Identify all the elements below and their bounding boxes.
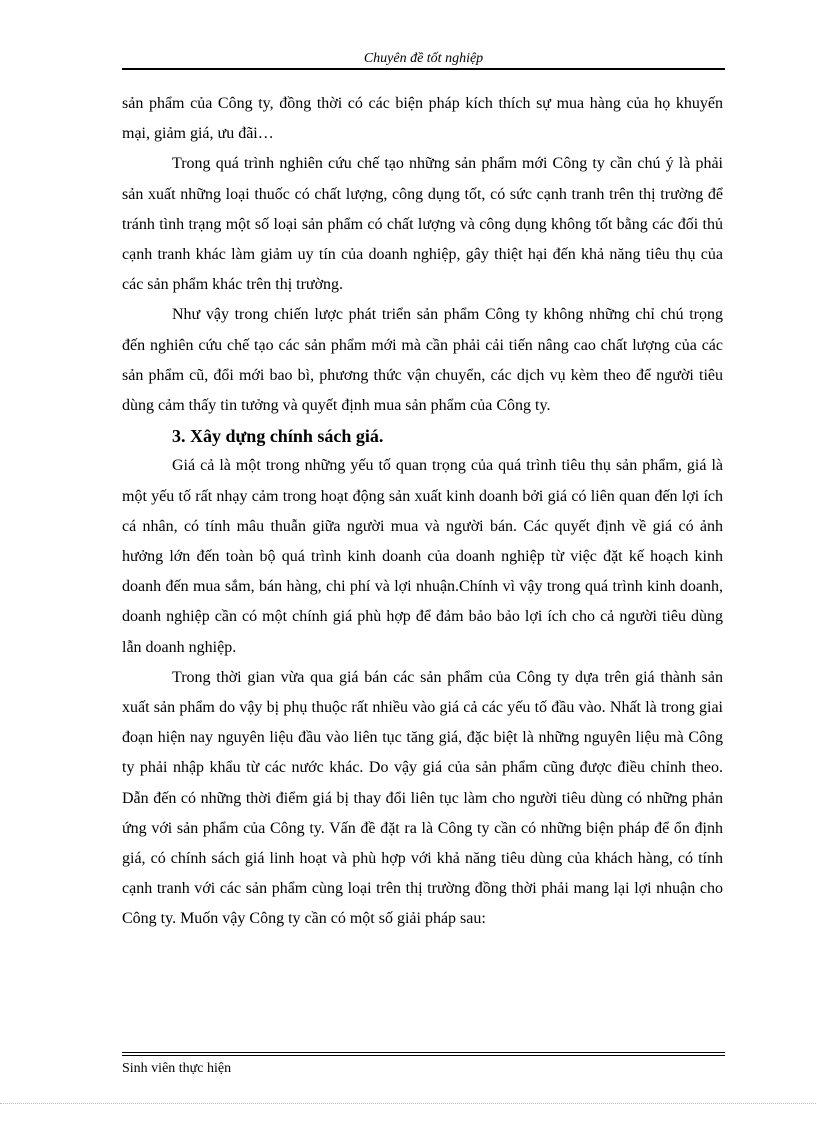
page-bottom-dotted-line	[0, 1103, 816, 1104]
document-body	[122, 89, 723, 935]
paragraph-4: Giá cả là một trong những yếu tố quan trọng của quá trình tiêu thụ sản phẩm, giá là một yếu tố rất nhạy cảm trong hoạt động sản xuất kinh doanh bởi giá có liên quan đến lợi ích cá nhân, có tính mâu thuẫn giữa người mua và người bán. Các quyết định về giá có ảnh hưởng lớn đến toàn bộ quá trình kinh doanh của doanh nghiệp từ việc đặt kế hoạch kinh doanh đến mua sắm, bán hàng, chi phí và lợi nhuận.Chính vì vậy trong quá trình kinh doanh, doanh nghiệp cần có một chính giá phù hợp để đảm bảo bảo lợi ích cho cả người tiêu dùng lẫn doanh nghiệp.	[122, 457, 723, 656]
page-header-title: Chuyên đề tốt nghiệp	[363, 51, 484, 66]
paragraph-3: Như vậy trong chiến lược phát triển sản phẩm Công ty không những chỉ chú trọng đến nghiên cứu chế tạo các sản phẩm mới mà cần phải cải tiến nâng cao chất lượng của các sản phẩm cũ, đổi mới bao bì, phương thức vận chuyển, các dịch vụ kèm theo để người tiêu dùng cảm thấy tin tưởng và quyết định mua sản phẩm của Công ty.	[122, 306, 723, 415]
page-footer-text: Sinh viên thực hiện	[122, 1061, 232, 1076]
paragraph-5: Trong thời gian vừa qua giá bán các sản phẩm của Công ty dựa trên giá thành sản xuất sản phẩm do vậy bị phụ thuộc rất nhiều vào giá cả các yếu tố đầu vào. Nhất là trong giai đoạn hiện nay nguyên liệu đầu vào liên tục tăng giá, đặc biệt là những nguyên liệu mà Công ty phải nhập khẩu từ các nước khác. Do vậy giá của sản phẩm cũng được điều chỉnh theo. Dẫn đến có những thời điểm giá bị thay đổi liên tục làm cho người tiêu dùng có những phản ứng với sản phẩm của Công ty. Vấn đề đặt ra là Công ty cần có những biện pháp để ổn định giá, có chính sách giá linh hoạt và phù hợp với khả năng tiêu dùng của khách hàng, có tính cạnh tranh với các sản phẩm cùng loại trên thị trường đồng thời phải mang lại lợi nhuận cho Công ty. Muốn vậy Công ty cần có một số giải pháp sau:	[122, 668, 723, 928]
section-heading: 3. Xây dựng chính sách giá.	[172, 426, 384, 447]
footer-divider	[122, 1052, 725, 1056]
paragraph-1: sản phẩm của Công ty, đồng thời có các biện pháp kích thích sự mua hàng của họ khuyến mại, giảm giá, ưu đãi…	[122, 95, 723, 143]
header-divider	[122, 68, 725, 70]
paragraph-2: Trong quá trình nghiên cứu chế tạo những sản phẩm mới Công ty cần chú ý là phải sản xuất những loại thuốc có chất lượng, công dụng tốt, có sức cạnh tranh trên thị trường để tránh tình trạng một số loại sản phẩm có chất lượng và công dụng không tốt bằng các đối thủ cạnh tranh khác làm giảm uy tín của doanh nghiệp, gây thiệt hại đến khả năng tiêu thụ của các sản phẩm khác trên thị trường.	[122, 155, 723, 294]
